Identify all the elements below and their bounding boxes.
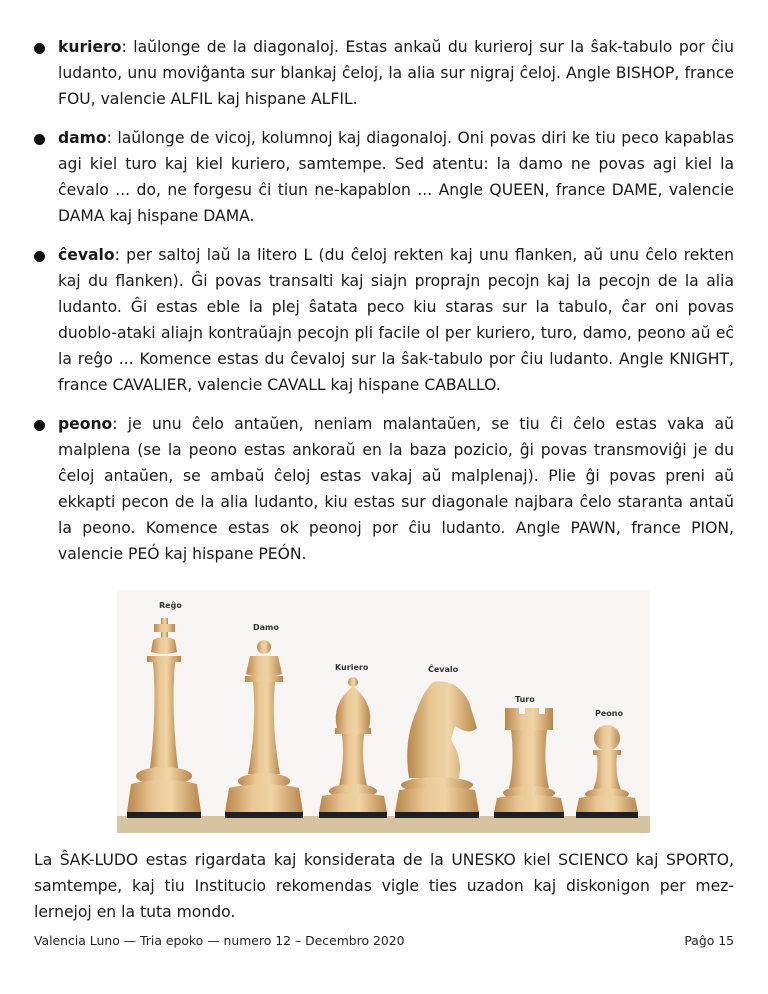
term-name: damo [58, 129, 107, 147]
term-name: ĉevalo [58, 246, 115, 264]
knight-label: Ĉevalo [428, 665, 459, 674]
term-description: : per saltoj laŭ la litero L (du ĉeloj rekten kaj unu flanken, aŭ unu ĉelo rekten kaj du flanken). Ĝi povas transalti kaj siajn proprajn pecojn kaj la pecojn de la alia ludanto. Ĝi estas eble la plej ŝatata peco kiu staras sur la tabulo, ĉar oni povas duoblo-ataki aliajn kontraŭajn pecojn pli facile ol per kuriero, turo, damo, peono aŭ eĉ la reĝo ... Komence estas du ĉevaloj sur la ŝak-tabulo por ĉiu ludanto. Angle KNIGHT, france CAVALIER, valencie CAVALL kaj hispane CABALLO. [58, 246, 734, 394]
king-label: Reĝo [159, 601, 182, 610]
chess-piece-list [34, 34, 734, 580]
page-number: Paĝo 15 [684, 933, 734, 948]
footer-publication: Valencia Luno — Tria epoko — numero 12 – Decembro 2020 [34, 933, 405, 948]
list-item-peono [34, 411, 734, 567]
term-description: : je unu ĉelo antaŭen, neniam malantaŭen, se tiu ĉi ĉelo estas vaka aŭ malplena (se la peono estas ankoraŭ en la baza pozicio, ĝi povas transmoviĝi je du ĉeloj antaŭen, se ambaŭ ĉeloj estas vakaj aŭ malplenaj). Plie ĝi povas preni aŭ ekkapti pecon de la alia ludanto, kiu estas sur diagonale najbara ĉelo staranta antaŭ la peono. Komence estas ok peonoj por ĉiu ludanto. Angle PAWN, france PION, valencie PEÓ kaj hispane PEÓN. [58, 415, 734, 563]
term-name: peono [58, 415, 113, 433]
list-item-kuriero [34, 34, 734, 112]
list-item-cevalo [34, 242, 734, 398]
bullet-icon [34, 251, 45, 262]
bishop-label: Kuriero [335, 663, 369, 672]
bullet-icon [34, 420, 45, 431]
term-description: : laŭlonge de vicoj, kolumnoj kaj diagonaloj. Oni povas diri ke tiu peco kapablas agi kiel turo kaj kiel kuriero, samtempe. Sed atentu: la damo ne povas agi kiel la ĉevalo ... do, ne forgesu ĉi tiun ne-kapablon ... Angle QUEEN, france DAME, valencie DAMA kaj hispane DAMA. [58, 129, 734, 225]
bullet-icon [34, 43, 45, 54]
closing-paragraph: La ŜAK-LUDO estas rigardata kaj konsiderata de la UNESKO kiel SCIENCO kaj SPORTO, samtempe, kaj tiu Institucio rekomendas vigle ties uzadon kaj diskonigon per mez-lernejoj en la tuta mondo. [34, 851, 734, 921]
queen-label: Damo [253, 623, 279, 632]
term-description: : laŭlonge de la diagonaloj. Estas ankaŭ du kurieroj sur la ŝak-tabulo por ĉiu ludanto, unu moviĝanta sur blankaj ĉeloj, la alia sur nigraj ĉeloj. Angle BISHOP, france FOU, valencie ALFIL kaj hispane ALFIL. [58, 38, 734, 108]
list-item-damo [34, 125, 734, 229]
chess-pieces-figure [117, 590, 650, 833]
term-name: kuriero [58, 38, 122, 56]
pawn-label: Peono [595, 709, 623, 718]
rook-label: Turo [515, 695, 535, 704]
bullet-icon [34, 134, 45, 145]
page-footer [34, 933, 734, 948]
